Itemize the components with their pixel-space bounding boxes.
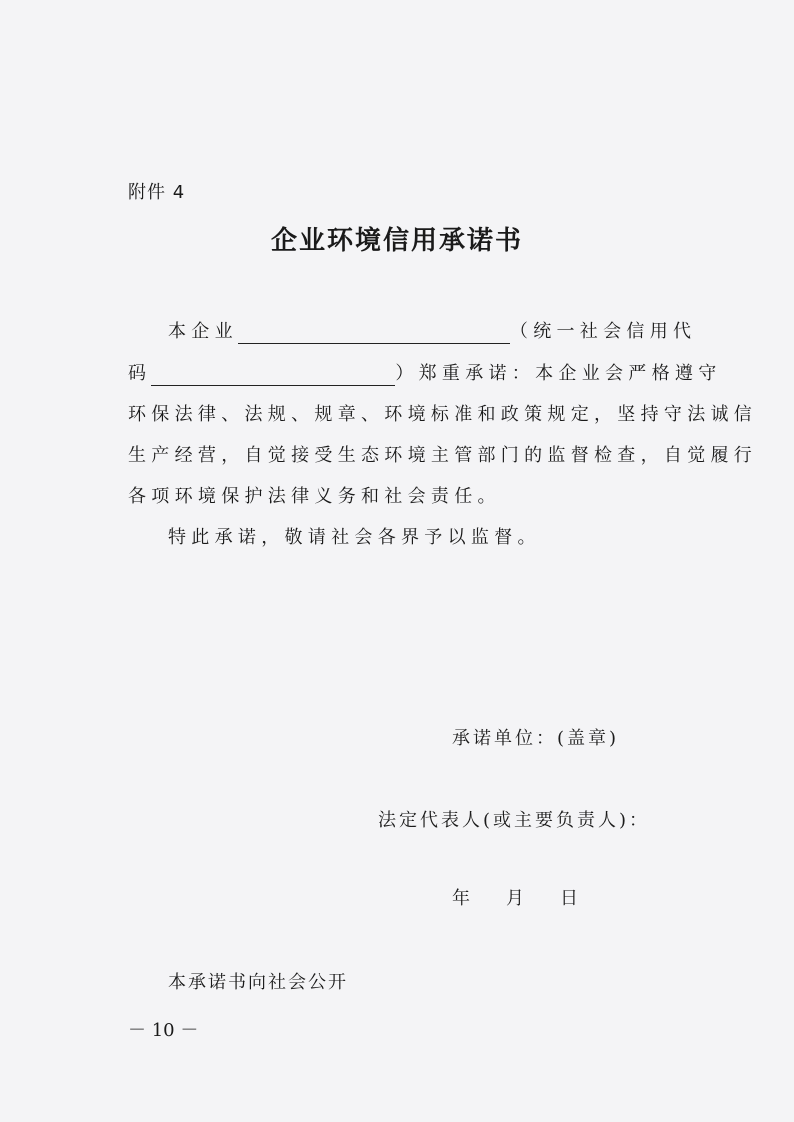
pledge-unit-label: 承诺单位：(盖章) [452, 728, 620, 749]
page-number: － 10 － [128, 1020, 199, 1041]
credit-code-prefix: （统一社会信用代 [509, 321, 697, 342]
date-month-label: 月 [506, 888, 524, 909]
date-year-label: 年 [452, 888, 470, 909]
pledge-intro: ）郑重承诺：本企业会严格遵守 [395, 363, 722, 384]
attachment-label: 附件 4 [128, 182, 186, 203]
company-prefix: 本企业 [168, 321, 238, 342]
date-day-label: 日 [560, 888, 578, 909]
credit-code-blank[interactable] [151, 363, 395, 386]
company-name-blank[interactable] [238, 321, 510, 344]
legal-representative-label: 法定代表人(或主要负责人)： [378, 810, 651, 831]
body-line-2 [128, 362, 722, 388]
code-label: 码 [128, 363, 152, 384]
document-title: 企业环境信用承诺书 [270, 226, 523, 256]
body-line-3: 环保法律、法规、规章、环境标准和政策规定，坚持守法诚信 [128, 404, 758, 425]
public-disclosure-note: 本承诺书向社会公开 [168, 972, 348, 993]
body-line-6: 特此承诺，敬请社会各界予以监督。 [168, 527, 541, 548]
body-line-4: 生产经营，自觉接受生态环境主管部门的监督检查，自觉履行 [128, 445, 758, 466]
body-line-1 [168, 320, 696, 346]
body-line-5: 各项环境保护法律义务和社会责任。 [128, 486, 501, 507]
